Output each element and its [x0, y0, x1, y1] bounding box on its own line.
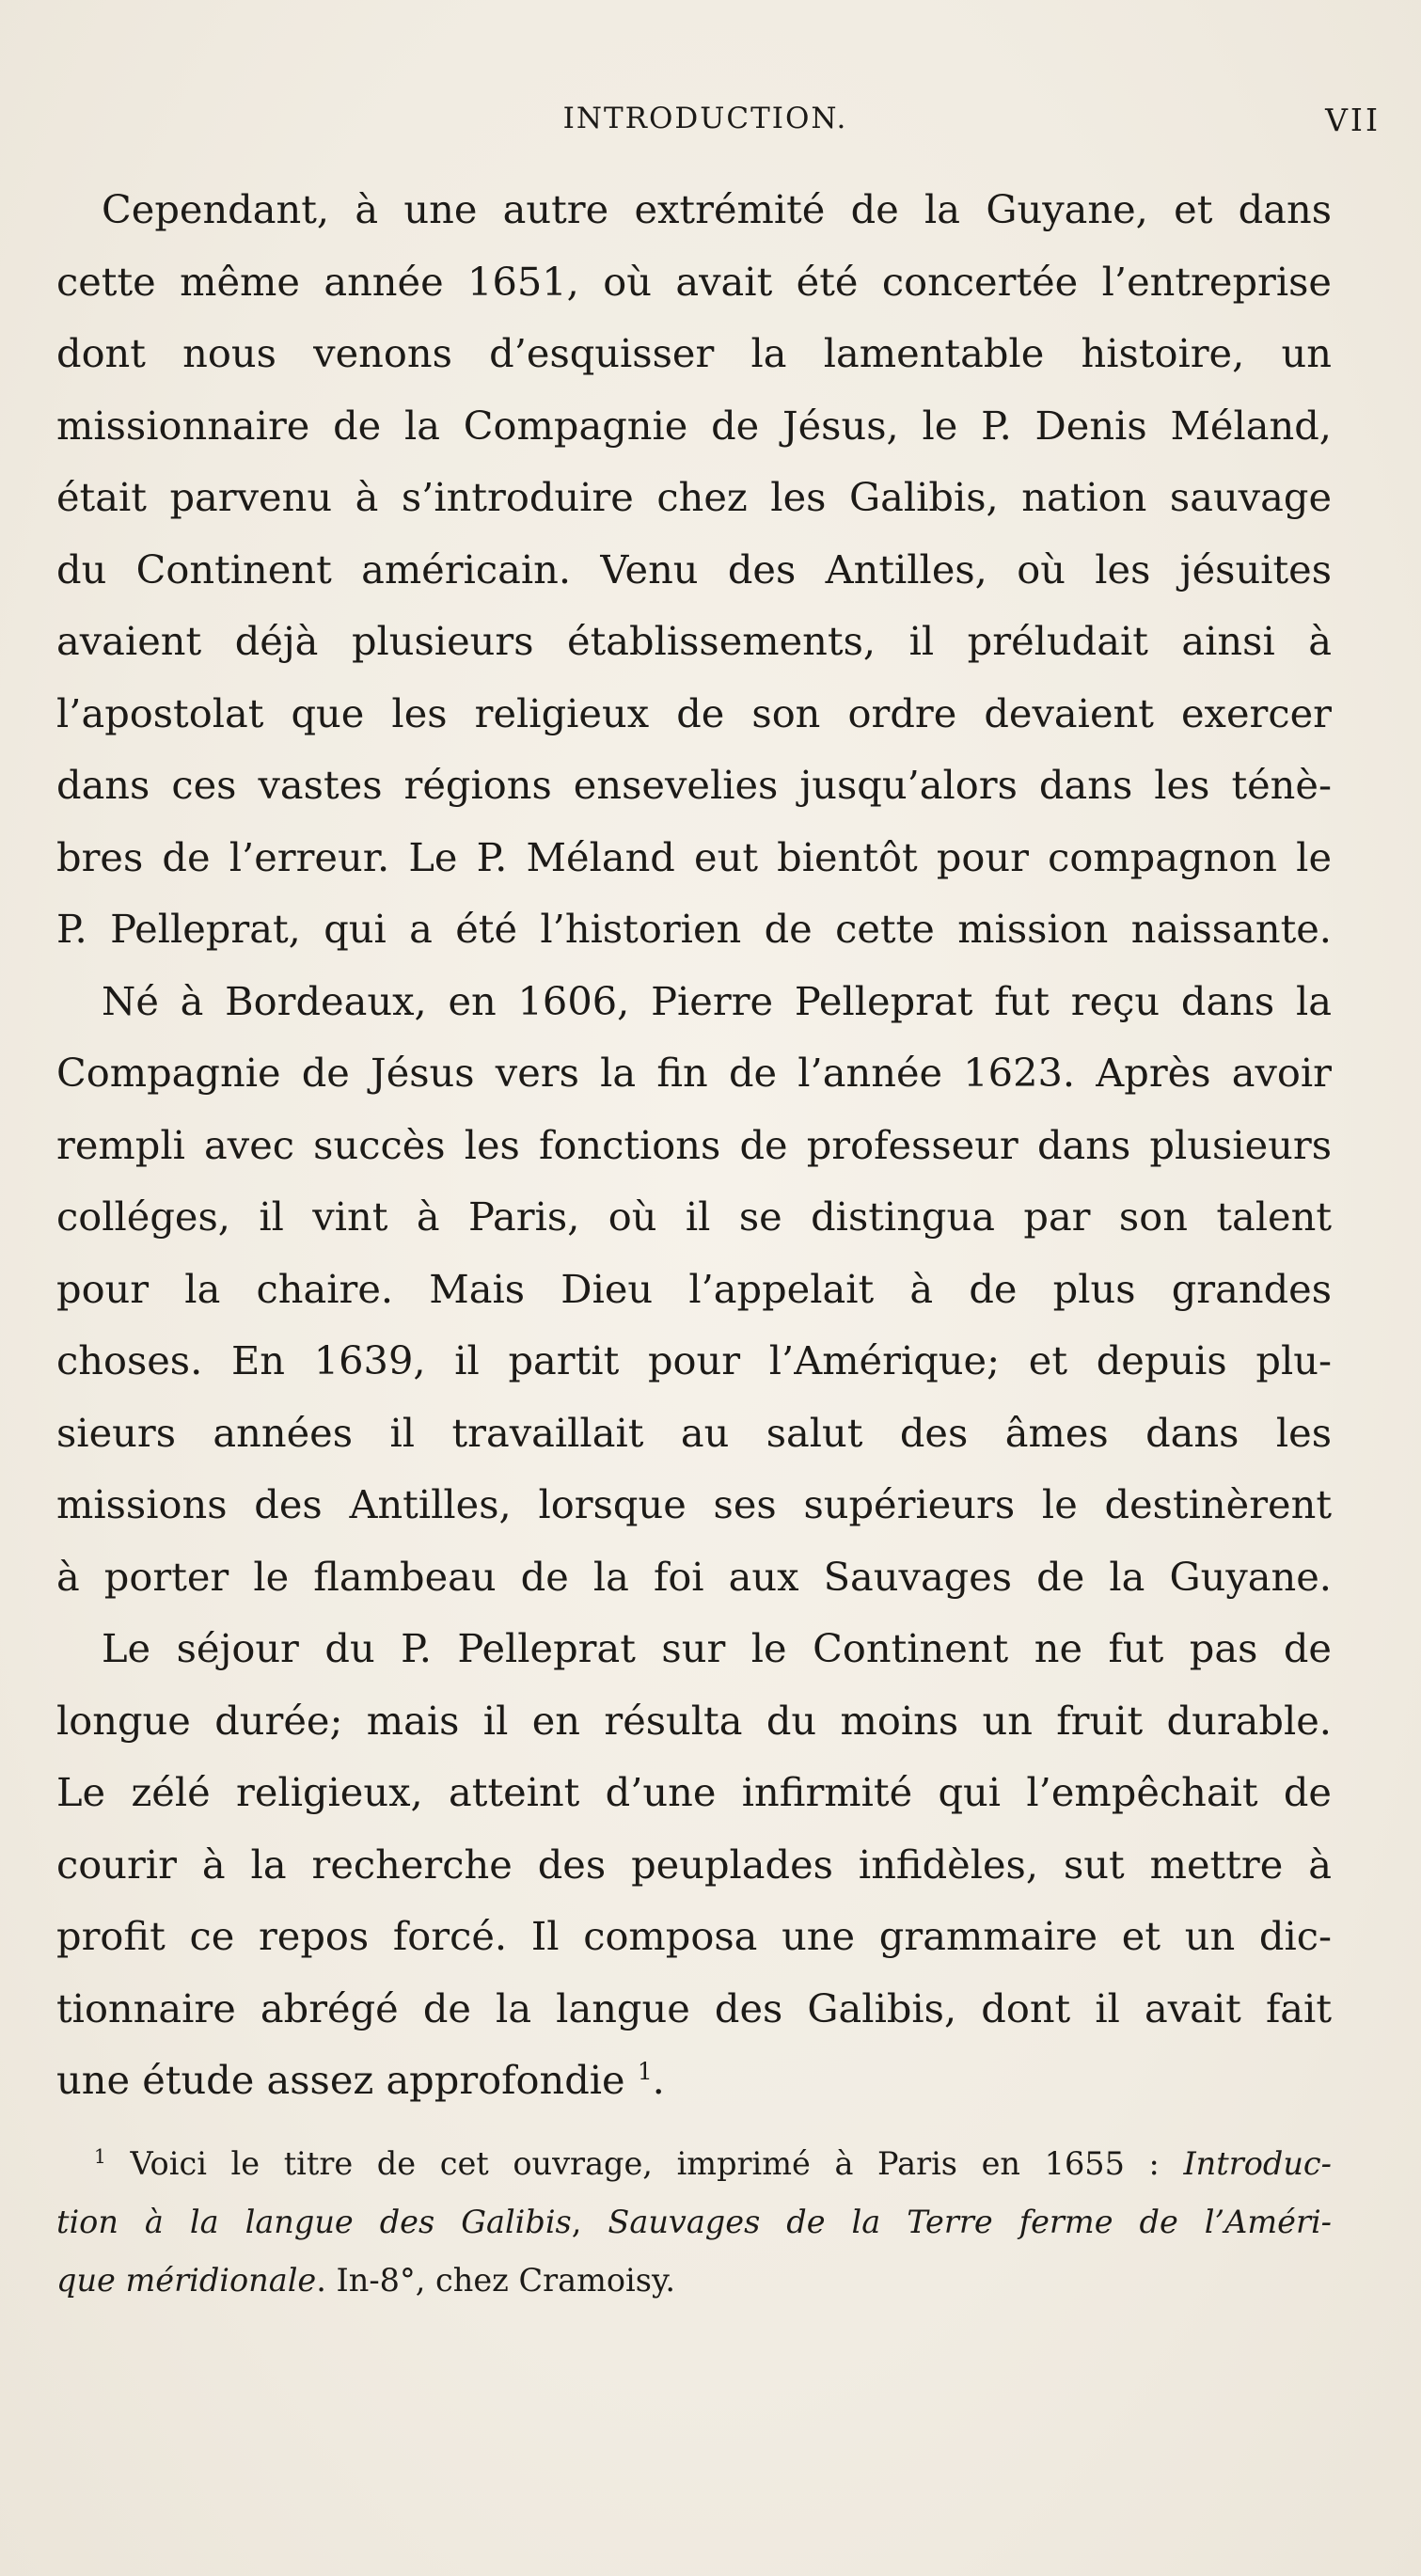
- paragraph-3: [56, 1613, 1332, 2117]
- text-line: tionnaire abrégé de la langue des Galibis, dont il avait fait: [56, 1984, 1332, 2031]
- text-line: Cependant, à une autre extrémité de la Guyane, et dans: [102, 186, 1332, 232]
- end-punctuation: .: [652, 2057, 665, 2103]
- text-line: avaient déjà plusieurs établissements, il préludait ainsi à: [56, 618, 1332, 664]
- footnote-1: [56, 2135, 1332, 2310]
- footnote-reference[interactable]: 1: [637, 2058, 653, 2086]
- footnote-text: ,: [571, 2204, 608, 2240]
- text-line: courir à la recherche des peuplades infidèles, sut mettre à: [56, 1841, 1332, 1888]
- footnote-title: Sauvages de la Terre ferme de l’Améri-: [608, 2204, 1333, 2240]
- text-line: missions des Antilles, lorsque ses supérieurs le destinèrent: [56, 1481, 1332, 1527]
- text-line: profit ce repos forcé. Il composa une grammaire et un dic-: [56, 1913, 1332, 1959]
- paragraph-2: [56, 966, 1332, 1614]
- text-line: du Continent américain. Venu des Antilles, où les jésuites: [56, 545, 1332, 593]
- footnote-title: tion à la langue des Galibis: [56, 2204, 572, 2240]
- text-line: sieurs années il travaillait au salut des âmes dans les: [56, 1409, 1332, 1456]
- footnote-line: [56, 2193, 1332, 2252]
- text-line: pour la chaire. Mais Dieu l’appelait à de plus grandes: [56, 1265, 1332, 1312]
- text-line: dont nous venons d’esquisser la lamentable histoire, un: [56, 330, 1332, 376]
- text-line: longue durée; mais il en résulta du moins un fruit durable.: [56, 1697, 1332, 1744]
- text-line: cette même année 1651, où avait été concertée l’entreprise: [56, 258, 1332, 305]
- running-title: INTRODUCTION.: [562, 102, 848, 135]
- footnote-text: . In-8°, chez Cramoisy.: [316, 2262, 676, 2299]
- footnote-text: Voici le titre de cet ouvrage, imprimé à Paris en 1655 :: [130, 2145, 1184, 2182]
- text-line: l’apostolat que les religieux de son ordre devaient exercer: [56, 689, 1332, 736]
- text-line: bres de l’erreur. Le P. Méland eut bientôt pour compagnon le: [56, 833, 1332, 880]
- text-line: Né à Bordeaux, en 1606, Pierre Pelleprat fut reçu dans la: [102, 977, 1332, 1024]
- footnote-line: [56, 2252, 1332, 2310]
- paragraph-1: [56, 174, 1332, 966]
- text-line: à porter le flambeau de la foi aux Sauvages de la Guyane.: [56, 1553, 1332, 1600]
- footnote-marker: 1: [94, 2144, 106, 2168]
- text-line: missionnaire de la Compagnie de Jésus, le P. Denis Méland,: [56, 402, 1332, 449]
- text-line: choses. En 1639, il partit pour l’Amérique; et depuis plu-: [56, 1337, 1332, 1383]
- text-line: Le séjour du P. Pelleprat sur le Continent ne fut pas de: [102, 1625, 1332, 1671]
- running-head: [56, 94, 1381, 141]
- text-line: colléges, il vint à Paris, où il se distingua par son talent: [56, 1193, 1332, 1240]
- body-text: [56, 174, 1332, 2117]
- footnotes: [56, 2135, 1332, 2310]
- text-line: Compagnie de Jésus vers la fin de l’année 1623. Après avoir: [56, 1050, 1332, 1096]
- text-line: [56, 2045, 1332, 2117]
- text-line: rempli avec succès les fonctions de professeur dans plusieurs: [56, 1121, 1332, 1168]
- text-line: dans ces vastes régions ensevelies jusqu’alors dans les ténè-: [56, 762, 1332, 808]
- text-line: était parvenu à s’introduire chez les Galibis, nation sauvage: [56, 474, 1332, 520]
- text-line: P. Pelleprat, qui a été l’historien de cette mission naissante.: [56, 906, 1332, 952]
- text-line-content: une étude assez approfondie: [56, 2057, 625, 2103]
- footnote-line: [56, 2135, 1332, 2193]
- text-line: Le zélé religieux, atteint d’une infirmité qui l’empêchait de: [56, 1769, 1332, 1815]
- footnote-title: Introduc-: [1183, 2145, 1332, 2182]
- page-number: VII: [1325, 102, 1381, 138]
- footnote-title: que méridionale: [56, 2262, 317, 2299]
